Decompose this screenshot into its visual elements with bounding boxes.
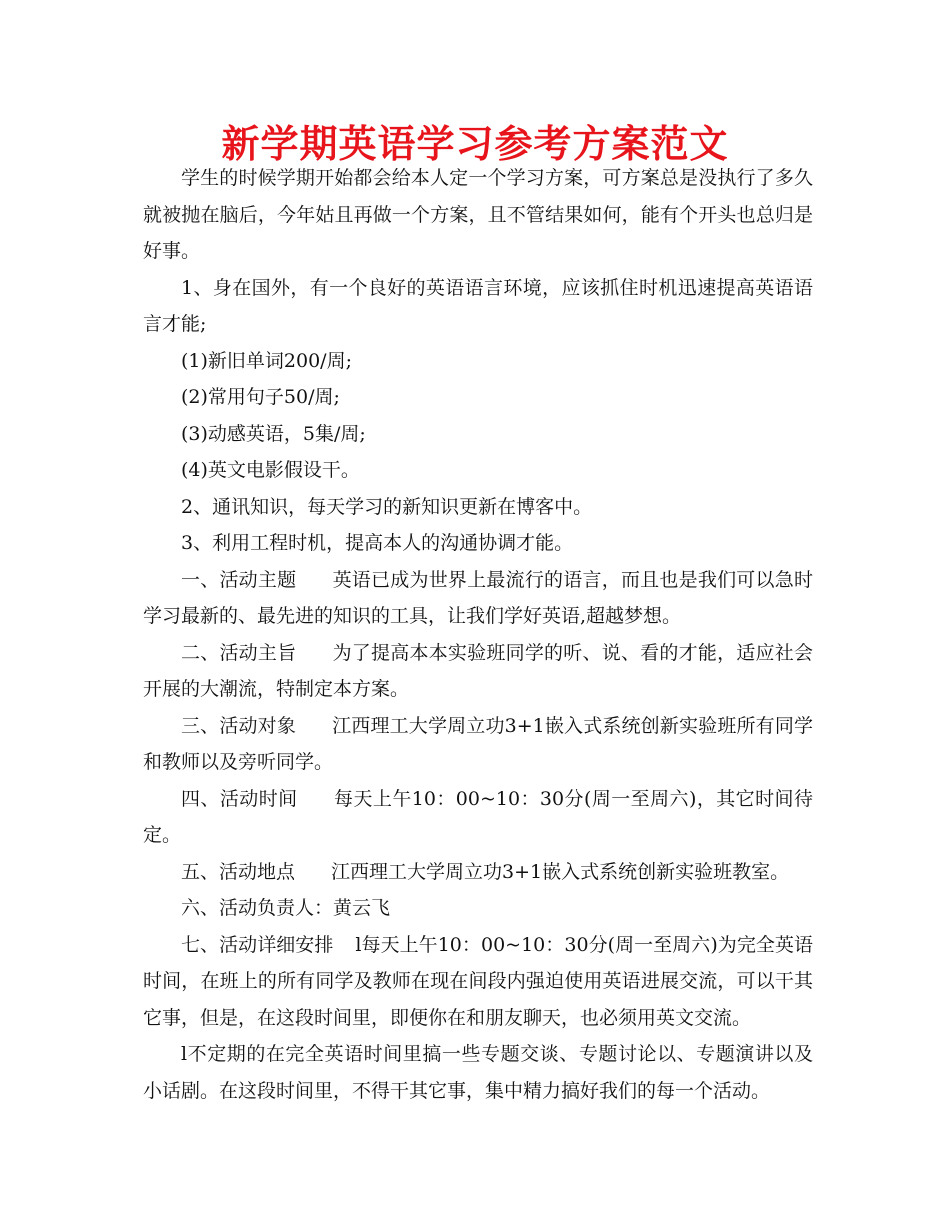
- section-schedule-label: 七、活动详细安排: [181, 933, 334, 956]
- plan-subitem-2: (2)常用句子50/周;: [181, 386, 340, 408]
- section-purpose-text: 为了提高本本实验班同学的听、说、看的才能，适应社会开展的大潮流，特制定本方案。: [143, 641, 813, 700]
- intro-paragraph: 学生的时候学期开始都会给本人定一个学习方案，可方案总是没执行了多久就被抛在脑后，今年姑且再做一个方案，且不管结果如何，能有个开头也总归是好事。: [143, 167, 813, 262]
- section-theme-label: 一、活动主题: [181, 568, 297, 591]
- section-schedule-text: l每天上午10：00~10：30分(周一至周六)为完全英语时间，在班上的所有同学及教师在现在间段内强迫使用英语进展交流，可以干其它事，但是，在这段时间里，即便你在和朋友聊天，也必须用英文交流。: [143, 933, 813, 1029]
- plan-item-1: 1、身在国外，有一个良好的英语语言环境，应该抓住时机迅速提高英语语言才能;: [143, 276, 813, 335]
- section-schedule-more: l不定期的在完全英语时间里搞一些专题交谈、专题讨论以、专题演讲以及小话剧。在这段时间里，不得干其它事，集中精力搞好我们的每一个活动。: [143, 1043, 813, 1102]
- section-purpose-label: 二、活动主旨: [181, 641, 297, 664]
- section-time-label: 四、活动时间: [181, 787, 298, 810]
- section-schedule: [143, 927, 813, 1037]
- plan-item-2: 2、通讯知识，每天学习的新知识更新在博客中。: [181, 495, 593, 518]
- section-theme-text: 英语已成为世界上最流行的语言，而且也是我们可以急时学习最新的、最先进的知识的工具，让我们学好英语,超越梦想。: [143, 568, 813, 627]
- section-location-text: 江西理工大学周立功3+1嵌入式系统创新实验班教室。: [331, 860, 790, 883]
- plan-subitem-4: (4)英文电影假设干。: [181, 459, 360, 481]
- section-theme: [143, 562, 813, 635]
- section-audience-text: 江西理工大学周立功3+1嵌入式系统创新实验班所有同学和教师以及旁听同学。: [143, 714, 813, 773]
- section-owner: 六、活动负责人：黄云飞: [181, 897, 391, 919]
- section-time: [143, 781, 813, 854]
- plan-subitem-3: (3)动感英语，5集/周;: [181, 422, 366, 445]
- section-audience-label: 三、活动对象: [181, 714, 296, 737]
- section-location-label: 五、活动地点: [181, 860, 296, 883]
- plan-subitem-1: (1)新旧单词200/周;: [181, 349, 352, 372]
- document-body: [143, 160, 813, 1109]
- section-purpose: [143, 635, 813, 708]
- section-location: [143, 854, 813, 891]
- section-audience: [143, 708, 813, 781]
- plan-item-3: 3、利用工程时机，提高本人的沟通协调才能。: [181, 532, 574, 554]
- document-title: 新学期英语学习参考方案范文: [221, 122, 729, 166]
- section-time-text: 每天上午10：00~10：30分(周一至周六)，其它时间待定。: [143, 787, 813, 846]
